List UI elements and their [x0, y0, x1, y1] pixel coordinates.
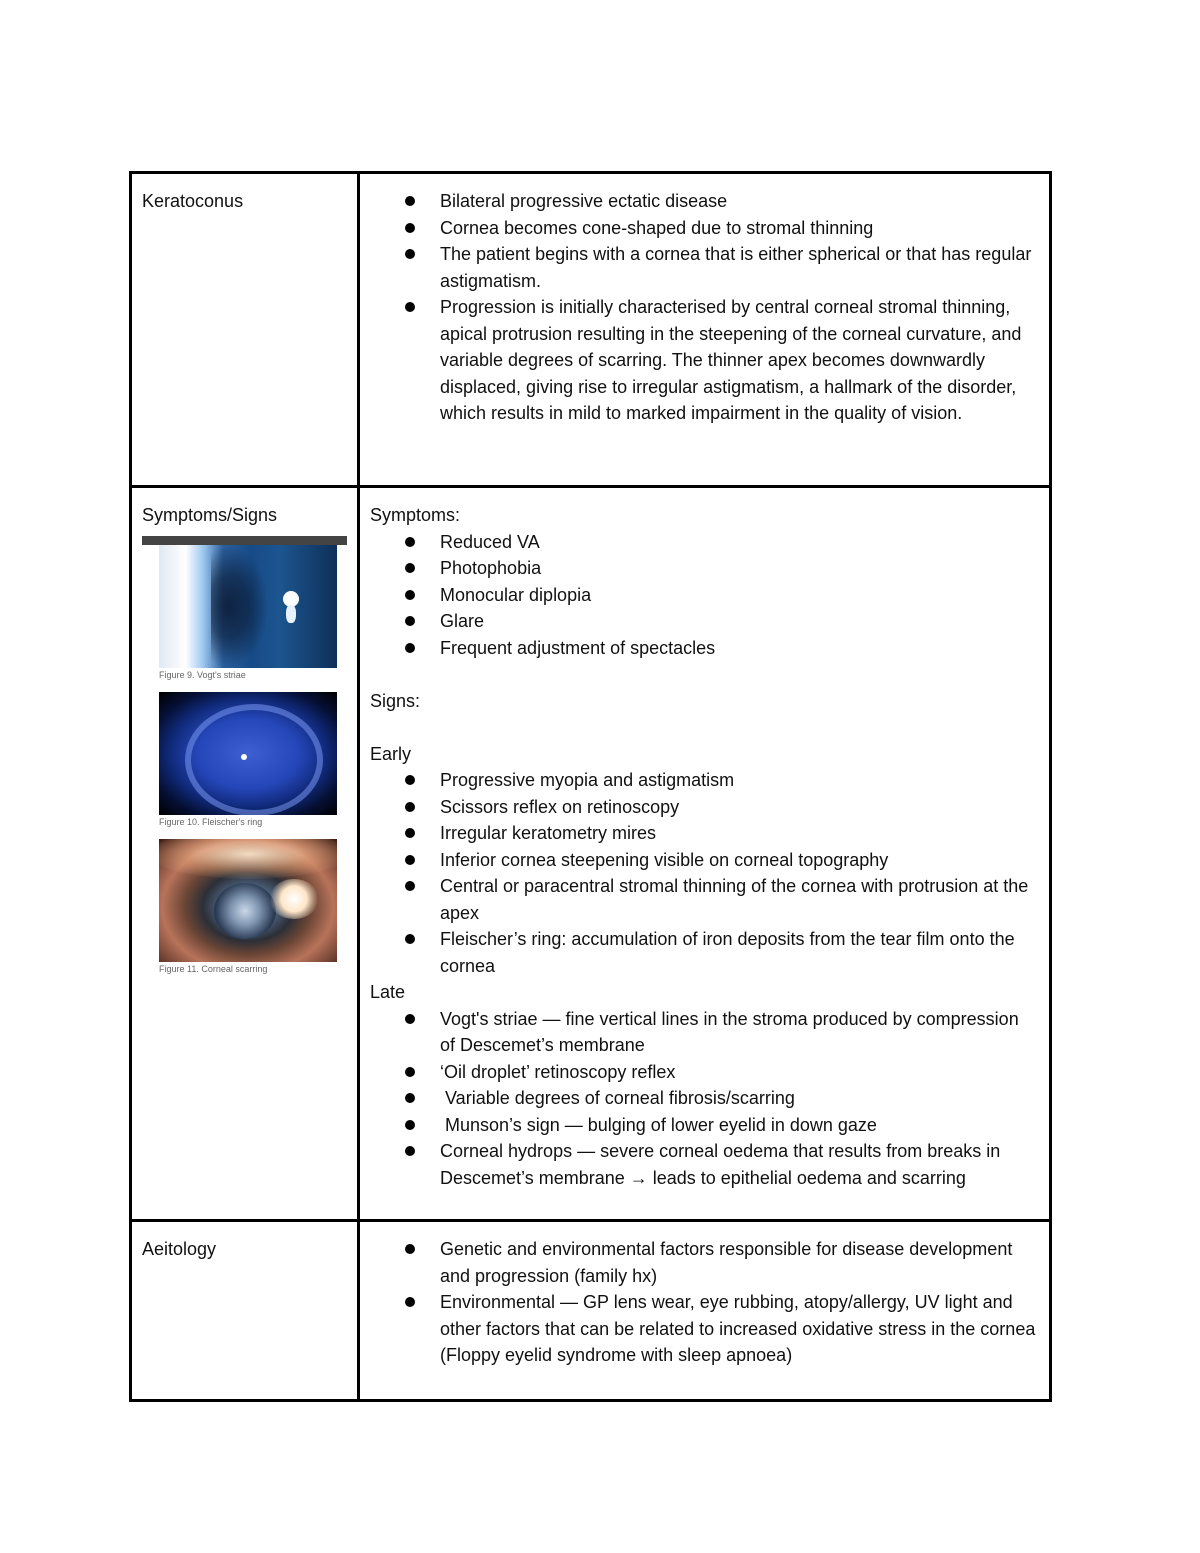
- list-item: Photophobia: [440, 555, 1037, 582]
- row-label-cell: [131, 173, 359, 487]
- list-item: Vogt's striae — fine vertical lines in the stroma produced by compression of Descemet’s membrane: [440, 1006, 1037, 1059]
- list-item: Genetic and environmental factors responsible for disease development and progression (family hx): [440, 1236, 1037, 1289]
- fleischers-ring-image: [159, 692, 337, 815]
- list-item: Monocular diplopia: [440, 582, 1037, 609]
- bullet-list: [370, 1236, 1037, 1369]
- figure-caption: Figure 11. Corneal scarring: [159, 963, 268, 974]
- list-item: Progression is initially characterised by central corneal stromal thinning, apical protrusion resulting in the steepening of the corneal curvature, and variable degrees of scarring. The thinner apex becomes downwardly displaced, giving rise to irregular astigmatism, a hallmark of the disorder, which results in mild to marked impairment in the quality of vision.: [440, 294, 1037, 427]
- list-item: Scissors reflex on retinoscopy: [440, 794, 1037, 821]
- list-item: Cornea becomes cone-shaped due to stromal thinning: [440, 215, 1037, 242]
- divider-bar: [142, 536, 347, 545]
- late-heading: Late: [370, 982, 406, 1002]
- early-heading: Early: [370, 743, 412, 764]
- figure-caption: Figure 10. Fleischer's ring: [159, 816, 263, 827]
- bullet-list: [370, 188, 1037, 427]
- figure-fleischers-ring: [159, 692, 357, 839]
- list-item: Fleischer’s ring: accumulation of iron deposits from the tear film onto the cornea: [440, 926, 1037, 979]
- list-item: ‘Oil droplet’ retinoscopy reflex: [440, 1059, 1037, 1086]
- corneal-scarring-image: [159, 839, 337, 962]
- figure-vogts-striae: [159, 545, 357, 692]
- row-label: Aeitology: [142, 1239, 217, 1259]
- notes-table: [129, 171, 1052, 1402]
- list-item: Corneal hydrops — severe corneal oedema that results from breaks in Descemet’s membrane → leads to epithelial oedema and scarring: [440, 1138, 1037, 1191]
- list-item: Bilateral progressive ectatic disease: [440, 188, 1037, 215]
- list-item: The patient begins with a cornea that is either spherical or that has regular astigmatism.: [440, 241, 1037, 294]
- list-item: Reduced VA: [440, 529, 1037, 556]
- figure-corneal-scarring: [159, 839, 357, 986]
- row-label: Symptoms/Signs: [142, 505, 278, 525]
- list-item: Glare: [440, 608, 1037, 635]
- vogts-striae-image: [159, 545, 337, 668]
- symptoms-list: [370, 529, 1037, 662]
- early-signs-list: [370, 767, 1037, 979]
- late-signs-list: [370, 1006, 1037, 1192]
- table-row-aeitology: [131, 1221, 1051, 1401]
- list-item: Irregular keratometry mires: [440, 820, 1037, 847]
- symptoms-heading: Symptoms:: [370, 505, 461, 525]
- table-row-symptoms-signs: [131, 487, 1051, 1221]
- list-item: Inferior cornea steepening visible on corneal topography: [440, 847, 1037, 874]
- signs-heading: Signs:: [370, 690, 421, 711]
- row-content-cell: [359, 487, 1051, 1221]
- figure-caption: Figure 9. Vogt's striae: [159, 669, 246, 680]
- list-item: Environmental — GP lens wear, eye rubbing, atopy/allergy, UV light and other factors that can be related to increased oxidative stress in the cornea (Floppy eyelid syndrome with sleep apnoea): [440, 1289, 1037, 1369]
- list-item: Munson’s sign — bulging of lower eyelid in down gaze: [440, 1112, 1037, 1139]
- row-content-cell: [359, 1221, 1051, 1401]
- list-item: Progressive myopia and astigmatism: [440, 767, 1037, 794]
- list-item: Variable degrees of corneal fibrosis/scarring: [440, 1085, 1037, 1112]
- row-content-cell: [359, 173, 1051, 487]
- list-item: Central or paracentral stromal thinning of the cornea with protrusion at the apex: [440, 873, 1037, 926]
- list-item: Frequent adjustment of spectacles: [440, 635, 1037, 662]
- table-row-keratoconus: [131, 173, 1051, 487]
- row-label: Keratoconus: [142, 191, 244, 211]
- row-label-cell: [131, 487, 359, 1221]
- row-label-cell: [131, 1221, 359, 1401]
